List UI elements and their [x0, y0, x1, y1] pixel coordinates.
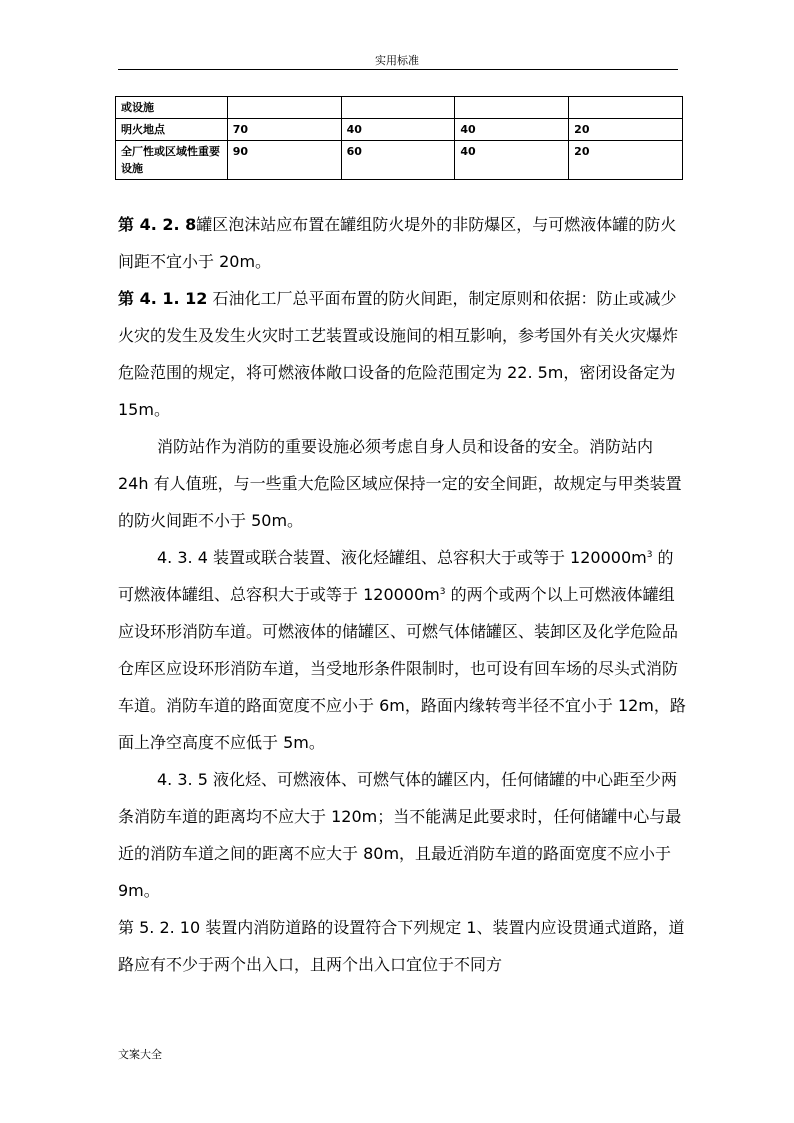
table-cell: 20 [569, 141, 683, 180]
paragraph-text: 的两个或两个以上可燃液体罐组应设环形消防车道。可燃液体的储罐区、可燃气体储罐区、装卸区及化学危险品仓库区应设环形消防车道，当受地形条件限制时，也可设有回车场的尽头式消防车道。消防车道的路面宽度不应小于 6m，路面内缘转弯半径不宜小于 12m，路面上净空高度不应低于 5m。 [118, 585, 686, 752]
table-row [116, 119, 683, 141]
paragraph-text: 石油化工厂总平面布置的防火间距，制定原则和依据：防止或减少火灾的发生及发生火灾时工艺装置或设施间的相互影响，参考国外有关火灾爆炸危险范围的规定，将可燃液体敞口设备的危险范围定为 22. 5m，密闭设备定为 15m。 [118, 289, 679, 419]
body-text [118, 206, 688, 983]
table-cell: 20 [569, 119, 683, 141]
table-cell: 40 [455, 119, 569, 141]
table-cell: 40 [455, 141, 569, 180]
paragraph-4-2-8 [118, 206, 688, 280]
table-cell [341, 97, 455, 119]
paragraph-4-3-5: 4. 3. 5 液化烃、可燃液体、可燃气体的罐区内，任何储罐的中心距至少两条消防车道的距离均不应大于 120m；当不能满足此要求时，任何储罐中心与最近的消防车道之间的距离不应大于 80m，且最近消防车道的路面宽度不应小于 9m。 [118, 770, 682, 900]
table-cell: 90 [227, 141, 341, 180]
paragraph-text: 4. 3. 4 装置或联合装置、液化烃罐组、总容积大于或等于 120000m [157, 548, 647, 567]
table-cell [227, 97, 341, 119]
table-row [116, 141, 683, 180]
header-rule [118, 69, 678, 70]
distance-table [115, 96, 683, 180]
table-cell [569, 97, 683, 119]
table-cell [455, 97, 569, 119]
superscript: 3 [646, 550, 653, 560]
page-header: 实用标准 [375, 54, 419, 67]
superscript: 3 [439, 587, 446, 597]
table-cell-label: 明火地点 [116, 119, 228, 141]
page-footer: 文案大全 [118, 1048, 162, 1061]
table-cell: 70 [227, 119, 341, 141]
paragraph-5-2-10: 第 5. 2. 10 装置内消防道路的设置符合下列规定 1、装置内应设贯通式道路，道路应有不少于两个出入口，且两个出入口宜位于不同方 [118, 918, 685, 974]
clause-number: 第 4. 2. 8 [118, 215, 197, 234]
table-row [116, 97, 683, 119]
table-cell: 40 [341, 119, 455, 141]
paragraph-4-1-12 [118, 280, 688, 428]
paragraph-fire-station: 消防站作为消防的重要设施必须考虑自身人员和设备的安全。消防站内 24h 有人值班，与一些重大危险区域应保持一定的安全间距，故规定与甲类装置的防火间距不小于 50m。 [118, 437, 682, 530]
paragraph-text: 罐区泡沫站应布置在罐组防火堤外的非防爆区，与可燃液体罐的防火间距不宜小于 20m。 [118, 215, 677, 271]
table-cell: 60 [341, 141, 455, 180]
table-cell-label: 全厂性或区域性重要设施 [116, 141, 228, 180]
paragraph-4-3-4 [118, 539, 688, 761]
table-cell-label: 或设施 [116, 97, 228, 119]
paragraph-text: 的可燃液体罐组、总容积大于或等于 120000m [118, 548, 674, 604]
clause-number: 第 4. 1. 12 [118, 289, 208, 308]
